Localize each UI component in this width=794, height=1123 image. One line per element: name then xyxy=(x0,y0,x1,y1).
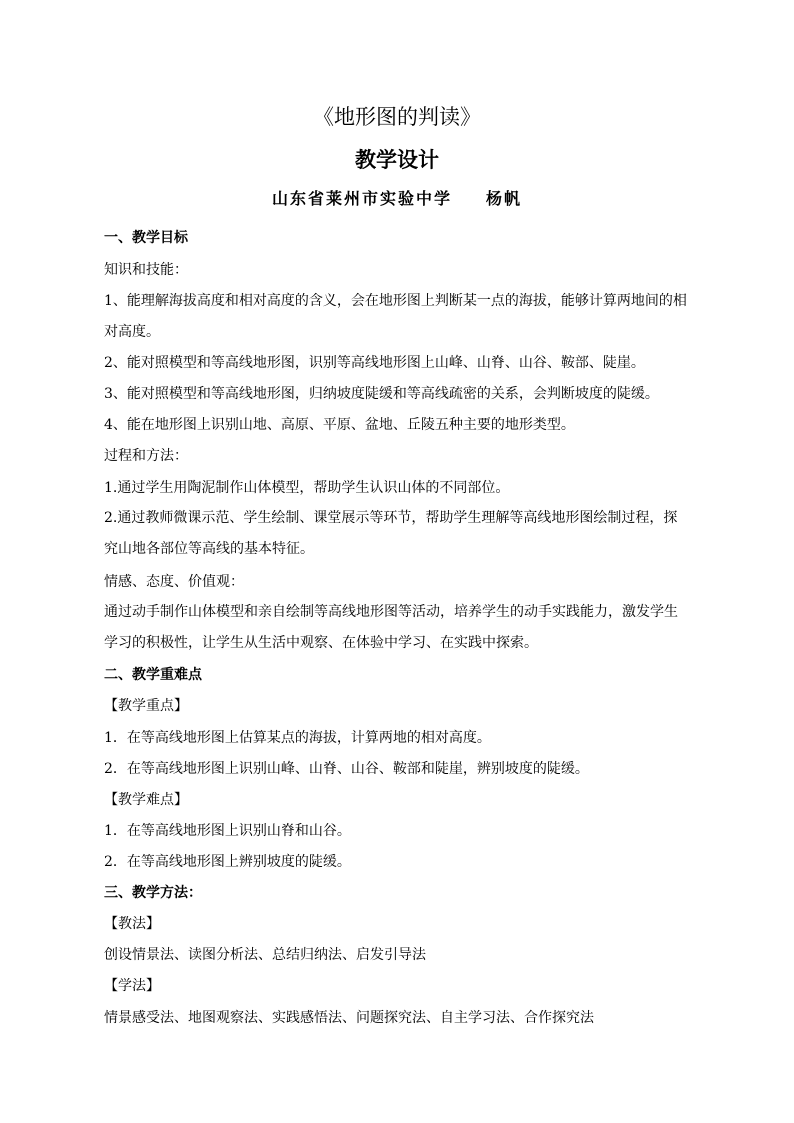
subsection-label-emotion: 情感、态度、价值观： xyxy=(104,574,244,590)
subsection-label-key: 【教学重点】 xyxy=(104,698,188,714)
subsection-label-learning: 【学法】 xyxy=(104,978,160,994)
document-subtitle: 教学设计 xyxy=(355,147,439,172)
list-item: 1.通过学生用陶泥制作山体模型，帮助学生认识山体的不同部位。 xyxy=(104,480,510,496)
section-heading-methods: 三、教学方法： xyxy=(104,885,202,901)
section-heading-key-points: 二、教学重难点 xyxy=(104,667,202,683)
author-line xyxy=(0,188,794,210)
list-item: 1、能理解海拔高度和相对高度的含义，会在地形图上判断某一点的海拔，能够计算两地间的相对高度。 xyxy=(104,293,687,340)
document-title: 《地形图的判读》 xyxy=(313,105,481,129)
list-item: 1．在等高线地形图上识别山脊和山谷。 xyxy=(104,823,351,839)
list-item: 1．在等高线地形图上估算某点的海拔，计算两地的相对高度。 xyxy=(104,730,491,746)
author-name: 杨帆 xyxy=(486,189,523,208)
list-item: 2．在等高线地形图上辨别坡度的陡缓。 xyxy=(104,854,351,870)
subsection-label-knowledge: 知识和技能： xyxy=(104,262,188,278)
list-item: 4、能在地形图上识别山地、高原、平原、盆地、丘陵五种主要的地形类型。 xyxy=(104,417,575,433)
list-item: 2．在等高线地形图上识别山峰、山脊、山谷、鞍部和陡崖，辨别坡度的陡缓。 xyxy=(104,761,589,777)
subsection-label-process: 过程和方法： xyxy=(104,448,188,464)
author-school: 山东省莱州市实验中学 xyxy=(271,189,452,208)
paragraph: 情景感受法、地图观察法、实践感悟法、问题探究法、自主学习法、合作探究法 xyxy=(104,1010,594,1026)
paragraph: 通过动手制作山体模型和亲自绘制等高线地形图等活动，培养学生的动手实践能力，激发学生学习的积极性，让学生从生活中观察、在体验中学习、在实践中探索。 xyxy=(104,604,678,651)
section-heading-objectives: 一、教学目标 xyxy=(104,230,188,246)
list-item: 2、能对照模型和等高线地形图，识别等高线地形图上山峰、山脊、山谷、鞍部、陡崖。 xyxy=(104,355,645,371)
subsection-label-teaching: 【教法】 xyxy=(104,916,160,932)
paragraph: 创设情景法、读图分析法、总结归纳法、启发引导法 xyxy=(104,947,426,963)
list-item: 2.通过教师微课示范、学生绘制、课堂展示等环节，帮助学生理解等高线地形图绘制过程，探究山地各部位等高线的基本特征。 xyxy=(104,510,678,557)
list-item: 3、能对照模型和等高线地形图，归纳坡度陡缓和等高线疏密的关系，会判断坡度的陡缓。 xyxy=(104,386,659,402)
subsection-label-difficulty: 【教学难点】 xyxy=(104,792,188,808)
